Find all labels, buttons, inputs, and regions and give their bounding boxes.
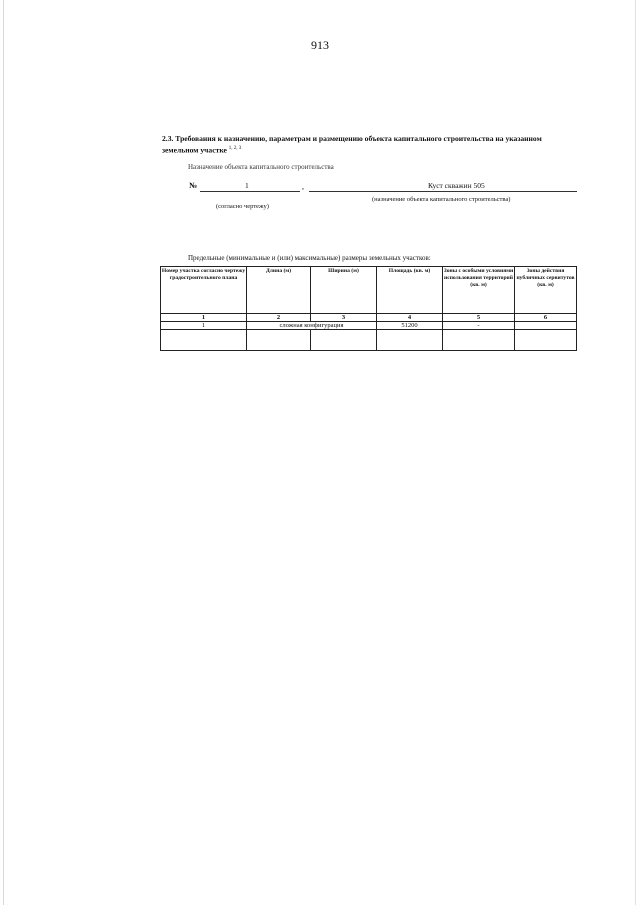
- plot-number-line: [200, 191, 300, 192]
- scan-edge-left: [3, 0, 4, 905]
- object-name: Куст скважин 505: [428, 181, 485, 190]
- header-length: Длина (м): [247, 267, 311, 314]
- section-heading: [162, 134, 562, 156]
- caption-object: (назначение объекта капитального строительства): [372, 196, 511, 203]
- column-number: 3: [311, 314, 377, 322]
- table-title: Предельные (минимальные и (или) максимальные) размеры земельных участков:: [188, 254, 431, 262]
- header-special-zones: Зоны с особыми условиями использования территорий (кв. м): [443, 267, 515, 314]
- header-servitudes: Зоны действия публичных сервитутов (кв. м): [515, 267, 577, 314]
- separator: ,: [302, 182, 304, 191]
- table-row: [161, 322, 577, 330]
- table-header-row: [161, 267, 577, 314]
- caption-drawing: (согласно чертежу): [216, 203, 269, 210]
- cell-servitudes: [515, 322, 577, 330]
- column-number-row: [161, 314, 577, 322]
- column-number: 5: [443, 314, 515, 322]
- column-number: 4: [377, 314, 443, 322]
- footnote-marks: 1, 2, 3: [228, 146, 242, 151]
- table-row-empty: [161, 330, 577, 351]
- cell-dimensions: сложная конфигурация: [247, 322, 377, 330]
- scan-edge-right: [635, 0, 636, 905]
- limits-table: [160, 266, 577, 351]
- cell-area: 51200: [377, 322, 443, 330]
- cell-plot-number: 1: [161, 322, 247, 330]
- column-number: 2: [247, 314, 311, 322]
- plot-number: 1: [245, 181, 249, 190]
- section-heading-text: 2.3. Требования к назначению, параметрам и размещению объекта капитального строительства на указанном земельном участке: [162, 134, 542, 155]
- column-number: 1: [161, 314, 247, 322]
- header-plot-number: Номер участка согласно чертежу градостроительного плана: [161, 267, 247, 314]
- purpose-label: Назначение объекта капитального строительства: [188, 163, 334, 171]
- header-width: Ширина (м): [311, 267, 377, 314]
- object-name-line: [309, 191, 577, 192]
- page-number: 913: [311, 38, 329, 52]
- number-sign: №: [189, 181, 198, 190]
- cell-special-zones: -: [443, 322, 515, 330]
- column-number: 6: [515, 314, 577, 322]
- header-area: Площадь (кв. м): [377, 267, 443, 314]
